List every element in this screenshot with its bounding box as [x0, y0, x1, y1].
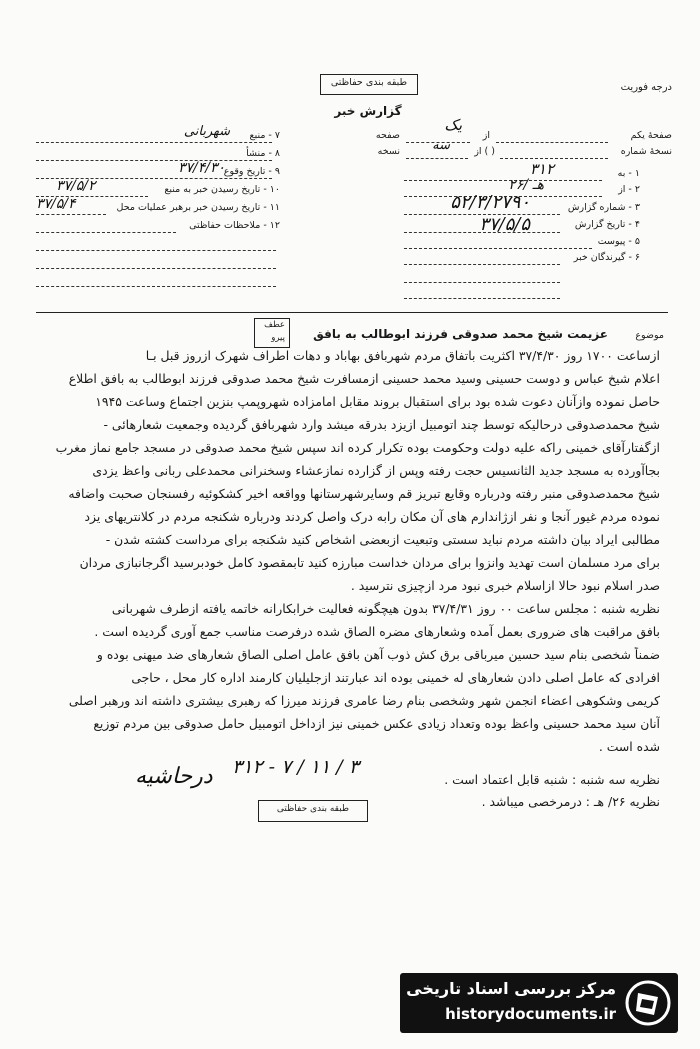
to-field-value: ۳۱۲ — [529, 160, 554, 178]
copy-field-end: نسخه — [377, 146, 400, 157]
body-line: آنان سید محمد حسینی واعظ بوده وتعداد زیادی عکس خمینی نیز ازداخل اتومبیل حامل صدوقی بین مردم توزیع — [93, 716, 660, 731]
source-value: شهربانی — [183, 124, 230, 139]
body-line: شیخ محمدصدوقی منبر رفته ودرباره وقایع تبریز قم وسایرشهرستانها وواقعه اخیر کشکوئیه رفسنجان صحبت واضافه — [68, 486, 660, 501]
ops-receipt-date-label: ۱۱ - تاریخ رسیدن خبر برهبر عملیات محل — [116, 202, 280, 213]
report-number-value: ۵۲/۳/۲۷۹۰ — [450, 192, 530, 213]
copy-field-value: سه — [432, 138, 450, 153]
page-field-label: صفحهٔ یکم — [630, 130, 672, 141]
body-line: بجاآورده به مسجد جدید الثانسیس حجت رفته وپس از گزارده نمازعشاء وسخنرانی محمدعلی ربانی واعظ یزدی — [92, 463, 660, 478]
body-line: افرادی که عامل اصلی دادن شعارهای له خمینی بوده اند عبارتند ازجلیلیان کارمند اداره کار محل ، حاجی — [131, 670, 660, 685]
archive-watermark — [400, 973, 678, 1033]
body-line: نموده مردم غیور آنجا و نفر ازژاندارم های آن مکان رابه درک واصل کردند ودرباره شکنجه مردم در کلانتریهای یزد — [84, 509, 660, 524]
classification-box-bottom — [258, 800, 368, 822]
body-line: صدر اسلام نبود حالا ازاسلام خبری نبود مرد ازچیزی نترسید . — [350, 578, 660, 593]
body-line: شیخ محمدصدوقی درحالیکه توسط چند اتومبیل ازیزد بدرقه میشد وارد شهربافق گردیده وجمعیت شعارهائی - — [103, 417, 660, 432]
report-date-value: ۳۷/۵/۵ — [479, 214, 530, 235]
security-notes-label: ۱۲ - ملاحظات حفاظتی — [189, 220, 280, 231]
body-line: کریمی وشکوهی اعضاء انجمن شهر وشخصی بنام رضا عامری فرزند میرزا که رهبری بیشتری داشته اند ورهبر اصلی — [68, 693, 660, 708]
followup-label: پیرو — [271, 333, 285, 343]
body-line: ازگفتارآقای خمینی راکه علیه دولت وحکومت بوده تکرار کرده اند سپس شیخ محمد صدوقی در مسجد جامع نماز مغرب — [55, 440, 660, 455]
archive-name: مرکز بررسی اسناد تاریخی — [406, 979, 616, 998]
report-date-label: ۴ - تاریخ گزارش — [574, 219, 640, 230]
copy-field-label: نسخهٔ شماره — [620, 146, 672, 157]
copy-field-mid: ( ) از — [474, 146, 495, 157]
report-number-label: ۳ - شماره گزارش — [567, 202, 640, 213]
source-label: ۷ - منبع — [249, 130, 280, 141]
subject-label: موضوع — [635, 330, 664, 341]
page-field-value: یک — [444, 116, 462, 134]
source-receipt-date-label: ۱۰ - تاریخ رسیدن خبر به منبع — [164, 184, 280, 195]
classification-label-top: طبقه بندی حفاظتی — [330, 77, 408, 88]
body-line: برای مرد مسلمان است تهدید وانزوا برای مردان خداست مبارزه کنید تابمقصود کامل خودبرسید اگرجانبازی مردان — [79, 555, 660, 570]
subject-text: عزیمت شیخ محمد صدوقی فرزند ابوطالب به بافق — [313, 327, 608, 341]
to-field-label: ۱ - به — [617, 168, 640, 179]
handwritten-signature: درحاشیه — [135, 764, 213, 789]
classification-box-top — [320, 74, 418, 95]
body-line: ضمناً شخصی بنام سید حسین میرباقی برق کش ذوب آهن بافق عامل اصلی الصاق شعارهای ضد میهنی بوده و — [96, 647, 660, 662]
report-title: گزارش خبر — [334, 104, 402, 118]
closing-line-2: نظریه ۲۶/ هـ : درمرخصی میباشد . — [481, 794, 660, 809]
attachment-label: ۵ - پیوست — [597, 236, 640, 247]
body-line: بافق مراقبت های ضروری بعمل آمده وشعارهای مضره الصاق شده درفرصت مناسب جمع آوری گردیده است . — [94, 624, 660, 639]
recipients-label: ۶ - گیرندگان خبر — [573, 252, 640, 263]
body-line: مطالبی ایراد بیان داشته مردم نباید سستی وتبعیت ازبعضی اشخاص کنید شکنجه برای مرداست کشته شدن - — [105, 532, 660, 547]
origin-label: ۸ - منشأ — [246, 148, 280, 159]
reference-label: عطف — [264, 320, 285, 330]
from-field-label: ۲ - از — [618, 184, 640, 195]
page-field-mid: از — [482, 130, 490, 141]
header-separator — [36, 312, 668, 313]
body-line: شده است . — [598, 739, 660, 754]
page-field-end: صفحه — [375, 130, 400, 141]
closing-line-1: نظریه سه شنبه : شنبه قابل اعتماد است . — [444, 772, 660, 787]
archive-url: historydocuments.ir — [445, 1005, 616, 1023]
body-line: نظریه شنبه : مجلس ساعت ۰۰ روز ۳۷/۴/۳۱ بدون هیچگونه فعالیت خرابکارانه خاتمه یافته ازطرف شهربانی — [111, 601, 660, 616]
occurrence-date-label: ۹ - تاریخ وقوع — [223, 166, 280, 177]
urgency-label: درجه فوریت — [620, 82, 672, 93]
body-line: اعلام شیخ عباس و دوست حسینی وسید محمد حسینی ازمسافرت شیخ محمد صدوقی فرزند ابوطالب به بافق اطلاع — [68, 371, 660, 386]
from-field-value: ۲۶/ هـ — [508, 177, 544, 193]
archive-logo-icon — [624, 979, 672, 1027]
body-line: ازساعت ۱۷۰۰ روز ۳۷/۴/۳۰ اکثریت باتفاق مردم شهربافق بهاباد و دهات اطراف شهرک ازروز قبل بـا — [145, 348, 660, 363]
occurrence-date-value: ۳۷/۴/۳۰ — [177, 160, 225, 176]
ops-receipt-date-value: ۳۷/۵/۴ — [36, 196, 76, 212]
source-receipt-date-value: ۳۷/۵/۲ — [56, 178, 96, 194]
body-line: حاصل نموده وازآنان دعوت شده بود برای استقبال بروند مقابل امامزاده شهروپمپ بنزین اجتماع وساعت ۱۹۴۵ — [95, 394, 660, 409]
reference-box — [254, 318, 290, 348]
handwritten-note: ۳۱۲ - ۷ / ۱۱ / ۳ — [232, 756, 359, 778]
classification-label-bottom: طبقه بندی حفاظتی — [276, 804, 350, 814]
